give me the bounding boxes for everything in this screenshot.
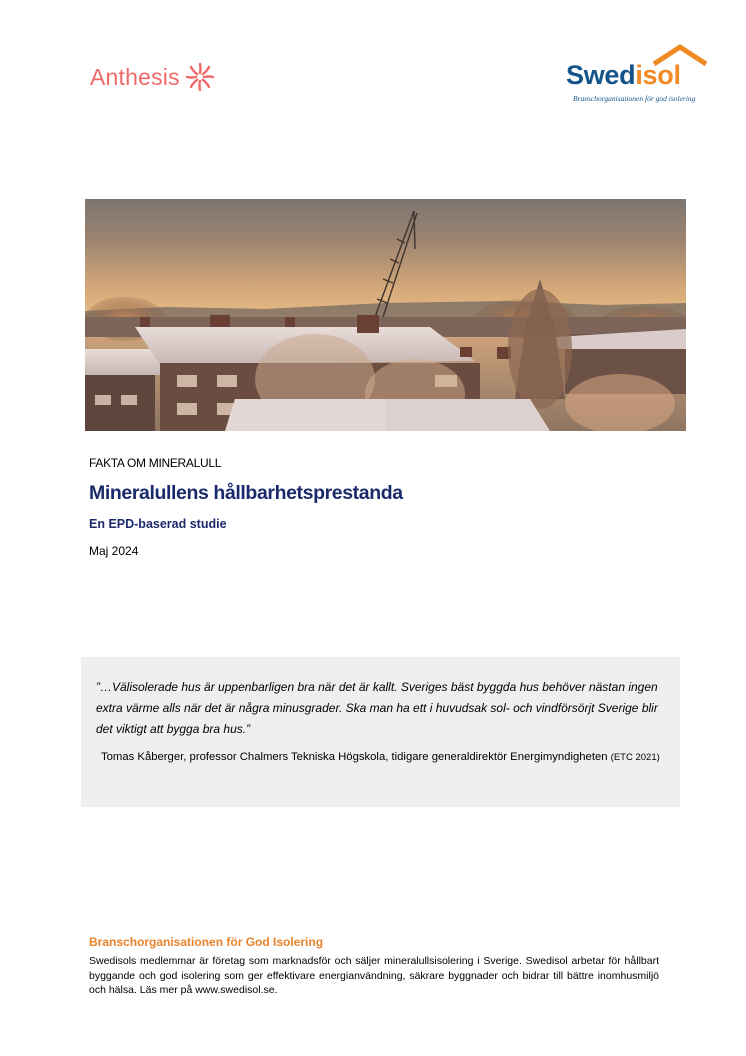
publication-date: Maj 2024 bbox=[89, 544, 139, 558]
footer-body: Swedisols medlemmar är företag som marknadsför och säljer mineralullsisolering i Sverige. Swedisol arbetar för hållbart byggande och god isolering som ger effektivare energianvändning, säkrare byggnader och bidrar till bättre inomhusmiljö och hälsa. Läs mer på www.swedisol.se. bbox=[89, 955, 659, 996]
quote-attribution bbox=[101, 751, 660, 763]
page-subtitle: En EPD-baserad studie bbox=[89, 517, 227, 531]
quote-text: ”…Välisolerade hus är uppenbarligen bra när det är kallt. Sveriges bäst byggda hus behöver nästan ingen extra värme alls när det är några minusgrader. Ska man ha ett i huvudsak sol- och vindförsörjt Sverige blir det viktigt att bygga bra hus.” bbox=[96, 680, 658, 736]
swedisol-logo bbox=[566, 44, 708, 106]
swedisol-tagline: Branschorganisationen för god isolering bbox=[573, 94, 696, 103]
swedisol-wordmark: Swedisol bbox=[566, 60, 681, 90]
anthesis-logo bbox=[90, 62, 216, 92]
page-title: Mineralullens hållbarhetsprestanda bbox=[89, 482, 403, 504]
cover-photo bbox=[85, 199, 686, 431]
anthesis-logo-text: Anthesis bbox=[90, 63, 180, 90]
winter-town-photo bbox=[85, 199, 686, 431]
kicker-label: FAKTA OM MINERALULL bbox=[89, 456, 222, 470]
quote-source: (ETC 2021) bbox=[610, 752, 660, 763]
footer-heading: Branschorganisationen för God Isolering bbox=[89, 935, 324, 949]
burst-icon bbox=[184, 62, 216, 92]
quote-box bbox=[81, 657, 680, 807]
quote-author: Tomas Kåberger, professor Chalmers Tekniska Högskola, tidigare generaldirektör Energimyndigheten bbox=[101, 751, 611, 763]
